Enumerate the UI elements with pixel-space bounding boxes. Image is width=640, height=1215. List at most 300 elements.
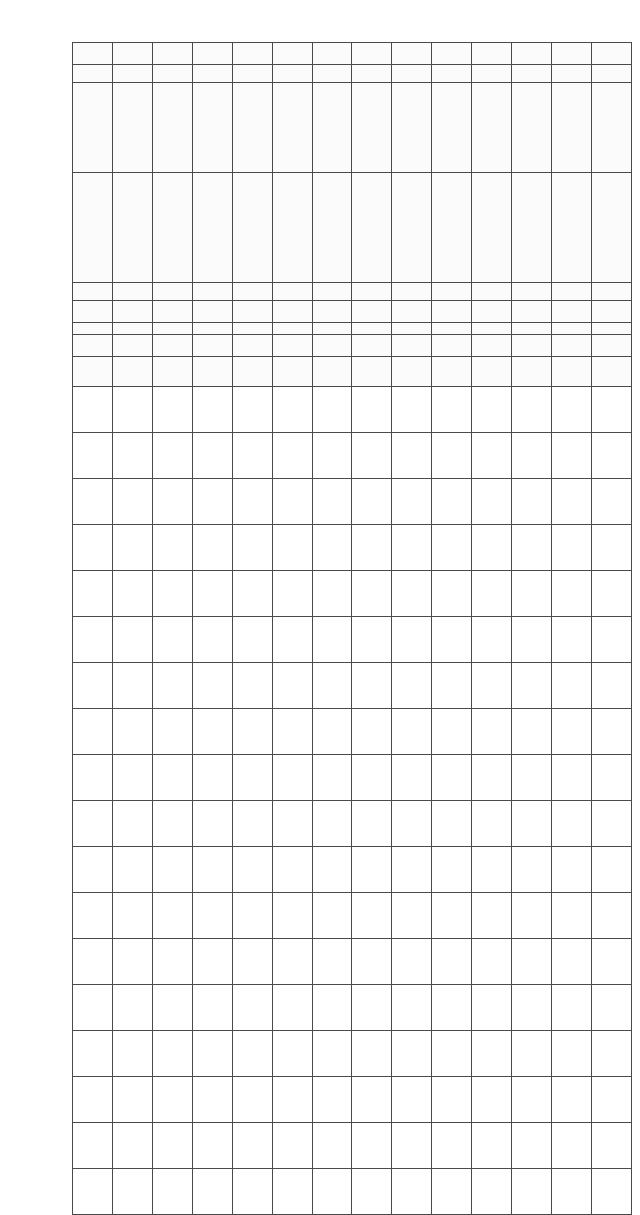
table-cell bbox=[591, 357, 631, 387]
table-cell bbox=[591, 335, 631, 357]
table-cell bbox=[73, 755, 113, 801]
table-cell bbox=[152, 323, 192, 335]
program-table bbox=[72, 42, 632, 1215]
table-cell bbox=[552, 83, 592, 173]
table-cell bbox=[152, 571, 192, 617]
table-row bbox=[73, 709, 632, 755]
table-cell bbox=[152, 939, 192, 985]
table-cell bbox=[73, 283, 113, 301]
table-cell bbox=[232, 283, 272, 301]
table-cell bbox=[392, 387, 432, 433]
table-cell bbox=[192, 709, 232, 755]
table-cell bbox=[472, 433, 512, 479]
table-cell bbox=[512, 1169, 552, 1215]
table-cell bbox=[232, 755, 272, 801]
table-cell bbox=[552, 479, 592, 525]
table-cell bbox=[272, 43, 312, 65]
table-cell bbox=[432, 571, 472, 617]
table-cell bbox=[73, 709, 113, 755]
table-cell bbox=[472, 357, 512, 387]
table-cell bbox=[552, 571, 592, 617]
table-cell bbox=[232, 709, 272, 755]
table-cell bbox=[512, 433, 552, 479]
table-cell bbox=[352, 1077, 392, 1123]
table-cell bbox=[352, 43, 392, 65]
table-cell bbox=[152, 335, 192, 357]
table-cell bbox=[152, 1169, 192, 1215]
table-cell bbox=[312, 1123, 352, 1169]
table-cell bbox=[232, 43, 272, 65]
table-cell bbox=[152, 83, 192, 173]
table-cell bbox=[352, 83, 392, 173]
table-cell bbox=[272, 173, 312, 283]
table-row bbox=[73, 323, 632, 335]
table-cell bbox=[272, 571, 312, 617]
table-cell bbox=[312, 617, 352, 663]
table-cell bbox=[392, 479, 432, 525]
table-cell bbox=[352, 173, 392, 283]
table-cell bbox=[432, 433, 472, 479]
table-cell bbox=[73, 335, 113, 357]
table-cell bbox=[192, 283, 232, 301]
table-cell bbox=[432, 1123, 472, 1169]
table-row bbox=[73, 525, 632, 571]
table-cell bbox=[232, 301, 272, 323]
table-cell bbox=[392, 323, 432, 335]
table-cell bbox=[392, 1077, 432, 1123]
table-cell bbox=[392, 43, 432, 65]
table-cell bbox=[352, 801, 392, 847]
table-cell bbox=[352, 893, 392, 939]
table-cell bbox=[352, 323, 392, 335]
table-cell bbox=[73, 83, 113, 173]
table-cell bbox=[73, 985, 113, 1031]
table-cell bbox=[272, 1169, 312, 1215]
table-row bbox=[73, 283, 632, 301]
table-cell bbox=[73, 1077, 113, 1123]
table-cell bbox=[472, 939, 512, 985]
table-cell bbox=[112, 847, 152, 893]
table-cell bbox=[392, 301, 432, 323]
table-cell bbox=[152, 847, 192, 893]
table-cell bbox=[112, 801, 152, 847]
table-cell bbox=[312, 479, 352, 525]
table-cell bbox=[152, 301, 192, 323]
table-cell bbox=[472, 525, 512, 571]
table-cell bbox=[591, 1031, 631, 1077]
table-cell bbox=[152, 1031, 192, 1077]
table-cell bbox=[232, 323, 272, 335]
table-cell bbox=[272, 387, 312, 433]
table-cell bbox=[432, 83, 472, 173]
table-cell bbox=[472, 387, 512, 433]
table-cell bbox=[472, 709, 512, 755]
table-cell bbox=[192, 43, 232, 65]
table-cell bbox=[232, 893, 272, 939]
table-cell bbox=[352, 663, 392, 709]
table-cell bbox=[552, 525, 592, 571]
table-cell bbox=[112, 985, 152, 1031]
table-cell bbox=[392, 173, 432, 283]
table-cell bbox=[552, 847, 592, 893]
table-cell bbox=[512, 1031, 552, 1077]
table-row bbox=[73, 65, 632, 83]
table-cell bbox=[232, 357, 272, 387]
table-cell bbox=[73, 893, 113, 939]
table-cell bbox=[192, 173, 232, 283]
table-cell bbox=[192, 893, 232, 939]
table-cell bbox=[392, 335, 432, 357]
table-cell bbox=[112, 525, 152, 571]
table-cell bbox=[552, 433, 592, 479]
table-cell bbox=[472, 323, 512, 335]
table-cell bbox=[432, 801, 472, 847]
table-cell bbox=[112, 43, 152, 65]
table-cell bbox=[192, 985, 232, 1031]
table-cell bbox=[312, 1169, 352, 1215]
table-cell bbox=[73, 525, 113, 571]
table-cell bbox=[272, 755, 312, 801]
table-cell bbox=[432, 173, 472, 283]
table-cell bbox=[432, 939, 472, 985]
table-cell bbox=[352, 939, 392, 985]
table-cell bbox=[591, 479, 631, 525]
table-cell bbox=[272, 525, 312, 571]
table-cell bbox=[512, 283, 552, 301]
table-cell bbox=[152, 985, 192, 1031]
table-cell bbox=[112, 335, 152, 357]
table-cell bbox=[472, 755, 512, 801]
table-cell bbox=[112, 571, 152, 617]
table-cell bbox=[152, 479, 192, 525]
table-cell bbox=[73, 65, 113, 83]
table-cell bbox=[591, 83, 631, 173]
table-cell bbox=[312, 801, 352, 847]
table-cell bbox=[152, 357, 192, 387]
table-cell bbox=[152, 709, 192, 755]
table-cell bbox=[512, 323, 552, 335]
table-cell bbox=[232, 387, 272, 433]
table-cell bbox=[232, 1169, 272, 1215]
table-cell bbox=[591, 387, 631, 433]
table-cell bbox=[73, 1031, 113, 1077]
table-cell bbox=[472, 617, 512, 663]
table-cell bbox=[472, 283, 512, 301]
table-cell bbox=[512, 985, 552, 1031]
table-cell bbox=[432, 283, 472, 301]
table-cell bbox=[73, 357, 113, 387]
table-cell bbox=[312, 357, 352, 387]
table-cell bbox=[312, 847, 352, 893]
table-cell bbox=[112, 617, 152, 663]
table-cell bbox=[73, 847, 113, 893]
table-row bbox=[73, 1123, 632, 1169]
table-cell bbox=[192, 323, 232, 335]
table-cell bbox=[352, 847, 392, 893]
table-cell bbox=[312, 525, 352, 571]
table-cell bbox=[392, 1169, 432, 1215]
table-cell bbox=[392, 1123, 432, 1169]
table-cell bbox=[272, 847, 312, 893]
table-cell bbox=[552, 617, 592, 663]
table-cell bbox=[552, 301, 592, 323]
table-cell bbox=[552, 323, 592, 335]
table-row bbox=[73, 83, 632, 173]
table-cell bbox=[512, 357, 552, 387]
table-cell bbox=[352, 1031, 392, 1077]
table-cell bbox=[73, 1123, 113, 1169]
table-cell bbox=[472, 1123, 512, 1169]
table-cell bbox=[352, 755, 392, 801]
table-cell bbox=[552, 709, 592, 755]
table-cell bbox=[312, 43, 352, 65]
table-row bbox=[73, 301, 632, 323]
table-cell bbox=[552, 357, 592, 387]
table-cell bbox=[312, 709, 352, 755]
table-cell bbox=[472, 571, 512, 617]
table-cell bbox=[432, 1077, 472, 1123]
table-cell bbox=[112, 893, 152, 939]
table-cell bbox=[432, 479, 472, 525]
table-cell bbox=[432, 985, 472, 1031]
table-cell bbox=[73, 571, 113, 617]
table-row bbox=[73, 847, 632, 893]
table-cell bbox=[512, 709, 552, 755]
table-cell bbox=[312, 893, 352, 939]
table-row bbox=[73, 335, 632, 357]
table-cell bbox=[272, 1077, 312, 1123]
table-cell bbox=[272, 939, 312, 985]
table-cell bbox=[73, 801, 113, 847]
table-cell bbox=[192, 1031, 232, 1077]
table-cell bbox=[432, 617, 472, 663]
table-cell bbox=[512, 571, 552, 617]
table-cell bbox=[152, 433, 192, 479]
table-cell bbox=[112, 1123, 152, 1169]
table-cell bbox=[552, 939, 592, 985]
table-cell bbox=[312, 1077, 352, 1123]
table-cell bbox=[112, 323, 152, 335]
table-cell bbox=[112, 357, 152, 387]
table-cell bbox=[112, 283, 152, 301]
table-row bbox=[73, 1031, 632, 1077]
table-cell bbox=[432, 43, 472, 65]
table-cell bbox=[272, 283, 312, 301]
table-cell bbox=[392, 433, 432, 479]
table-cell bbox=[232, 617, 272, 663]
table-cell bbox=[112, 1169, 152, 1215]
table-cell bbox=[73, 301, 113, 323]
table-cell bbox=[192, 801, 232, 847]
table-cell bbox=[432, 847, 472, 893]
table-cell bbox=[472, 985, 512, 1031]
table-cell bbox=[512, 847, 552, 893]
table-cell bbox=[272, 83, 312, 173]
table-cell bbox=[192, 1123, 232, 1169]
table-cell bbox=[192, 617, 232, 663]
table-row bbox=[73, 939, 632, 985]
table-cell bbox=[112, 1077, 152, 1123]
table-cell bbox=[552, 173, 592, 283]
table-cell bbox=[352, 709, 392, 755]
table-cell bbox=[392, 525, 432, 571]
table-cell bbox=[152, 43, 192, 65]
table-cell bbox=[232, 663, 272, 709]
table-cell bbox=[392, 939, 432, 985]
table-cell bbox=[232, 939, 272, 985]
table-cell bbox=[352, 1123, 392, 1169]
table-cell bbox=[591, 525, 631, 571]
table-cell bbox=[591, 1169, 631, 1215]
table-cell bbox=[152, 525, 192, 571]
table-row bbox=[73, 755, 632, 801]
table-row bbox=[73, 1169, 632, 1215]
table-cell bbox=[432, 709, 472, 755]
table-cell bbox=[272, 709, 312, 755]
table-row bbox=[73, 43, 632, 65]
table-row bbox=[73, 663, 632, 709]
table-cell bbox=[392, 83, 432, 173]
table-cell bbox=[152, 1123, 192, 1169]
table-cell bbox=[432, 335, 472, 357]
table-cell bbox=[352, 65, 392, 83]
table-cell bbox=[512, 83, 552, 173]
table-cell bbox=[73, 617, 113, 663]
table-cell bbox=[73, 43, 113, 65]
table-cell bbox=[591, 801, 631, 847]
table-cell bbox=[352, 301, 392, 323]
table-cell bbox=[272, 663, 312, 709]
table-cell bbox=[591, 571, 631, 617]
table-cell bbox=[232, 83, 272, 173]
table-cell bbox=[152, 801, 192, 847]
table-cell bbox=[232, 65, 272, 83]
table-cell bbox=[152, 173, 192, 283]
table-cell bbox=[73, 323, 113, 335]
table-cell bbox=[512, 387, 552, 433]
table-cell bbox=[512, 617, 552, 663]
table-cell bbox=[73, 1169, 113, 1215]
table-cell bbox=[73, 939, 113, 985]
table-cell bbox=[512, 939, 552, 985]
table-row bbox=[73, 617, 632, 663]
table-cell bbox=[192, 663, 232, 709]
table-cell bbox=[392, 283, 432, 301]
table-cell bbox=[512, 43, 552, 65]
table-cell bbox=[352, 525, 392, 571]
table-cell bbox=[591, 301, 631, 323]
table-cell bbox=[232, 173, 272, 283]
table-cell bbox=[591, 1123, 631, 1169]
table-cell bbox=[472, 893, 512, 939]
table-cell bbox=[591, 43, 631, 65]
table-row bbox=[73, 479, 632, 525]
table-cell bbox=[591, 283, 631, 301]
table-cell bbox=[192, 847, 232, 893]
table-cell bbox=[232, 433, 272, 479]
table-cell bbox=[352, 433, 392, 479]
table-cell bbox=[232, 847, 272, 893]
table-cell bbox=[392, 357, 432, 387]
table-cell bbox=[352, 283, 392, 301]
table-cell bbox=[392, 617, 432, 663]
table-row bbox=[73, 357, 632, 387]
table-cell bbox=[152, 387, 192, 433]
table-cell bbox=[552, 755, 592, 801]
table-cell bbox=[112, 939, 152, 985]
table-cell bbox=[232, 525, 272, 571]
table-cell bbox=[472, 301, 512, 323]
table-cell bbox=[432, 357, 472, 387]
table-cell bbox=[552, 283, 592, 301]
table-cell bbox=[591, 985, 631, 1031]
table-cell bbox=[552, 43, 592, 65]
table-cell bbox=[552, 985, 592, 1031]
table-cell bbox=[432, 301, 472, 323]
table-cell bbox=[472, 663, 512, 709]
table-cell bbox=[192, 65, 232, 83]
table-cell bbox=[552, 893, 592, 939]
table-cell bbox=[512, 65, 552, 83]
table-cell bbox=[112, 65, 152, 83]
table-cell bbox=[512, 893, 552, 939]
table-cell bbox=[192, 357, 232, 387]
table-cell bbox=[112, 301, 152, 323]
table-cell bbox=[472, 335, 512, 357]
table-cell bbox=[352, 571, 392, 617]
table-cell bbox=[512, 663, 552, 709]
table-cell bbox=[591, 1077, 631, 1123]
table-cell bbox=[192, 1077, 232, 1123]
table-cell bbox=[352, 985, 392, 1031]
table-cell bbox=[272, 357, 312, 387]
table-cell bbox=[352, 335, 392, 357]
table-row bbox=[73, 1077, 632, 1123]
table-cell bbox=[591, 847, 631, 893]
table-cell bbox=[432, 755, 472, 801]
table-cell bbox=[472, 847, 512, 893]
table-cell bbox=[73, 387, 113, 433]
table-cell bbox=[272, 323, 312, 335]
table-cell bbox=[312, 939, 352, 985]
table-cell bbox=[552, 1169, 592, 1215]
table-cell bbox=[232, 1031, 272, 1077]
table-cell bbox=[392, 663, 432, 709]
table-cell bbox=[312, 1031, 352, 1077]
table-cell bbox=[192, 335, 232, 357]
table-cell bbox=[432, 525, 472, 571]
table-cell bbox=[591, 617, 631, 663]
table-cell bbox=[392, 1031, 432, 1077]
table-cell bbox=[152, 755, 192, 801]
table-cell bbox=[272, 479, 312, 525]
table-cell bbox=[272, 617, 312, 663]
table-cell bbox=[392, 571, 432, 617]
table-cell bbox=[512, 479, 552, 525]
table-cell bbox=[352, 387, 392, 433]
table-cell bbox=[512, 1077, 552, 1123]
table-cell bbox=[591, 323, 631, 335]
table-cell bbox=[432, 893, 472, 939]
table-cell bbox=[591, 893, 631, 939]
table-cell bbox=[472, 1169, 512, 1215]
table-cell bbox=[272, 301, 312, 323]
table-cell bbox=[472, 173, 512, 283]
table-cell bbox=[591, 663, 631, 709]
table-cell bbox=[312, 387, 352, 433]
table-cell bbox=[552, 663, 592, 709]
table-cell bbox=[432, 1031, 472, 1077]
